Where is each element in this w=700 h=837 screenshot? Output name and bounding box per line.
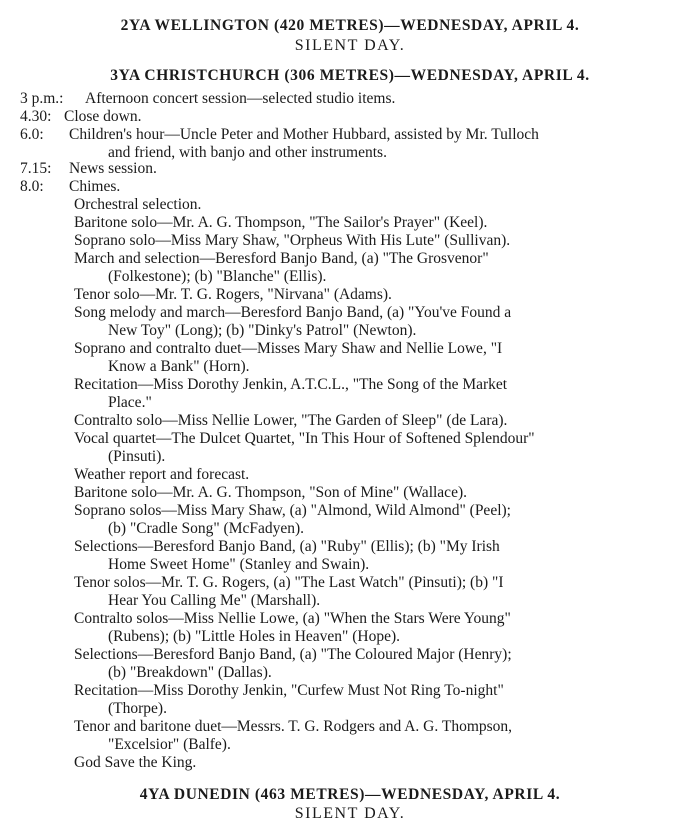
schedule-line: Close down. [64, 108, 142, 125]
program-line: (b) "Breakdown" (Dallas). [108, 664, 272, 681]
station-2ya-note: SILENT DAY. [294, 37, 406, 54]
program-line: (Rubens); (b) "Little Holes in Heaven" (Hope). [108, 628, 401, 645]
program-line: Vocal quartet—The Dulcet Quartet, "In This Hour of Softened Splendour" [74, 430, 535, 447]
program-line: Baritone solo—Mr. A. G. Thompson, "Son of Mine" (Wallace). [74, 484, 467, 501]
program-line: New Toy" (Long); (b) "Dinky's Patrol" (Newton). [108, 322, 417, 339]
time-label: 7.15: [20, 160, 52, 177]
schedule-line: Children's hour—Uncle Peter and Mother Hubbard, assisted by Mr. Tulloch [69, 126, 539, 143]
station-4ya-note: SILENT DAY. [294, 805, 406, 822]
station-4ya-heading: 4YA DUNEDIN (463 METRES)—WEDNESDAY, APRIL 4. [139, 786, 561, 803]
schedule-line: News session. [69, 160, 157, 177]
time-label: 3 p.m.: [20, 90, 64, 107]
program-line: Tenor solo—Mr. T. G. Rogers, "Nirvana" (Adams). [74, 286, 392, 303]
program-line: (Folkestone); (b) "Blanche" (Ellis). [108, 268, 327, 285]
station-3ya-heading: 3YA CHRISTCHURCH (306 METRES)—WEDNESDAY, APRIL 4. [110, 67, 590, 84]
program-line: Weather report and forecast. [74, 466, 250, 483]
program-line: Recitation—Miss Dorothy Jenkin, "Curfew Must Not Ring To-night" [74, 682, 504, 699]
program-line: Recitation—Miss Dorothy Jenkin, A.T.C.L., "The Song of the Market [74, 376, 508, 393]
program-line: (b) "Cradle Song" (McFadyen). [108, 520, 305, 537]
program-line: Home Sweet Home" (Stanley and Swain). [108, 556, 370, 573]
time-label: 6.0: [20, 126, 44, 143]
program-line: Baritone solo—Mr. A. G. Thompson, "The Sailor's Prayer" (Keel). [74, 214, 488, 231]
program-line: Soprano solo—Miss Mary Shaw, "Orpheus With His Lute" (Sullivan). [74, 232, 511, 249]
time-label: 4.30: [20, 108, 52, 125]
schedule-line: and friend, with banjo and other instruments. [108, 144, 387, 161]
program-line: Tenor solos—Mr. T. G. Rogers, (a) "The Last Watch" (Pinsuti); (b) "I [74, 574, 504, 591]
station-2ya-heading: 2YA WELLINGTON (420 METRES)—WEDNESDAY, APRIL 4. [120, 17, 580, 34]
program-line: "Excelsior" (Balfe). [108, 736, 231, 753]
program-line: Selections—Beresford Banjo Band, (a) "The Coloured Major (Henry); [74, 646, 512, 663]
program-line: Song melody and march—Beresford Banjo Band, (a) "You've Found a [74, 304, 512, 321]
schedule-line: Afternoon concert session—selected studio items. [85, 90, 396, 107]
program-line: Orchestral selection. [74, 196, 202, 213]
program-line: Soprano and contralto duet—Misses Mary Shaw and Nellie Lowe, "I [74, 340, 503, 357]
program-line: Selections—Beresford Banjo Band, (a) "Ruby" (Ellis); (b) "My Irish [74, 538, 500, 555]
program-line: God Save the King. [74, 754, 197, 771]
program-line: Tenor and baritone duet—Messrs. T. G. Rodgers and A. G. Thompson, [74, 718, 513, 735]
schedule-line: Chimes. [69, 178, 121, 195]
program-line: (Thorpe). [108, 700, 167, 717]
time-label: 8.0: [20, 178, 44, 195]
program-line: (Pinsuti). [108, 448, 166, 465]
program-line: Hear You Calling Me" (Marshall). [108, 592, 321, 609]
program-line: Soprano solos—Miss Mary Shaw, (a) "Almond, Wild Almond" (Peel); [74, 502, 511, 519]
program-line: Place." [108, 394, 152, 411]
program-line: Know a Bank" (Horn). [108, 358, 250, 375]
program-line: March and selection—Beresford Banjo Band, (a) "The Grosvenor" [74, 250, 489, 267]
program-line: Contralto solo—Miss Nellie Lower, "The Garden of Sleep" (de Lara). [74, 412, 508, 429]
program-line: Contralto solos—Miss Nellie Lowe, (a) "When the Stars Were Young" [74, 610, 511, 627]
